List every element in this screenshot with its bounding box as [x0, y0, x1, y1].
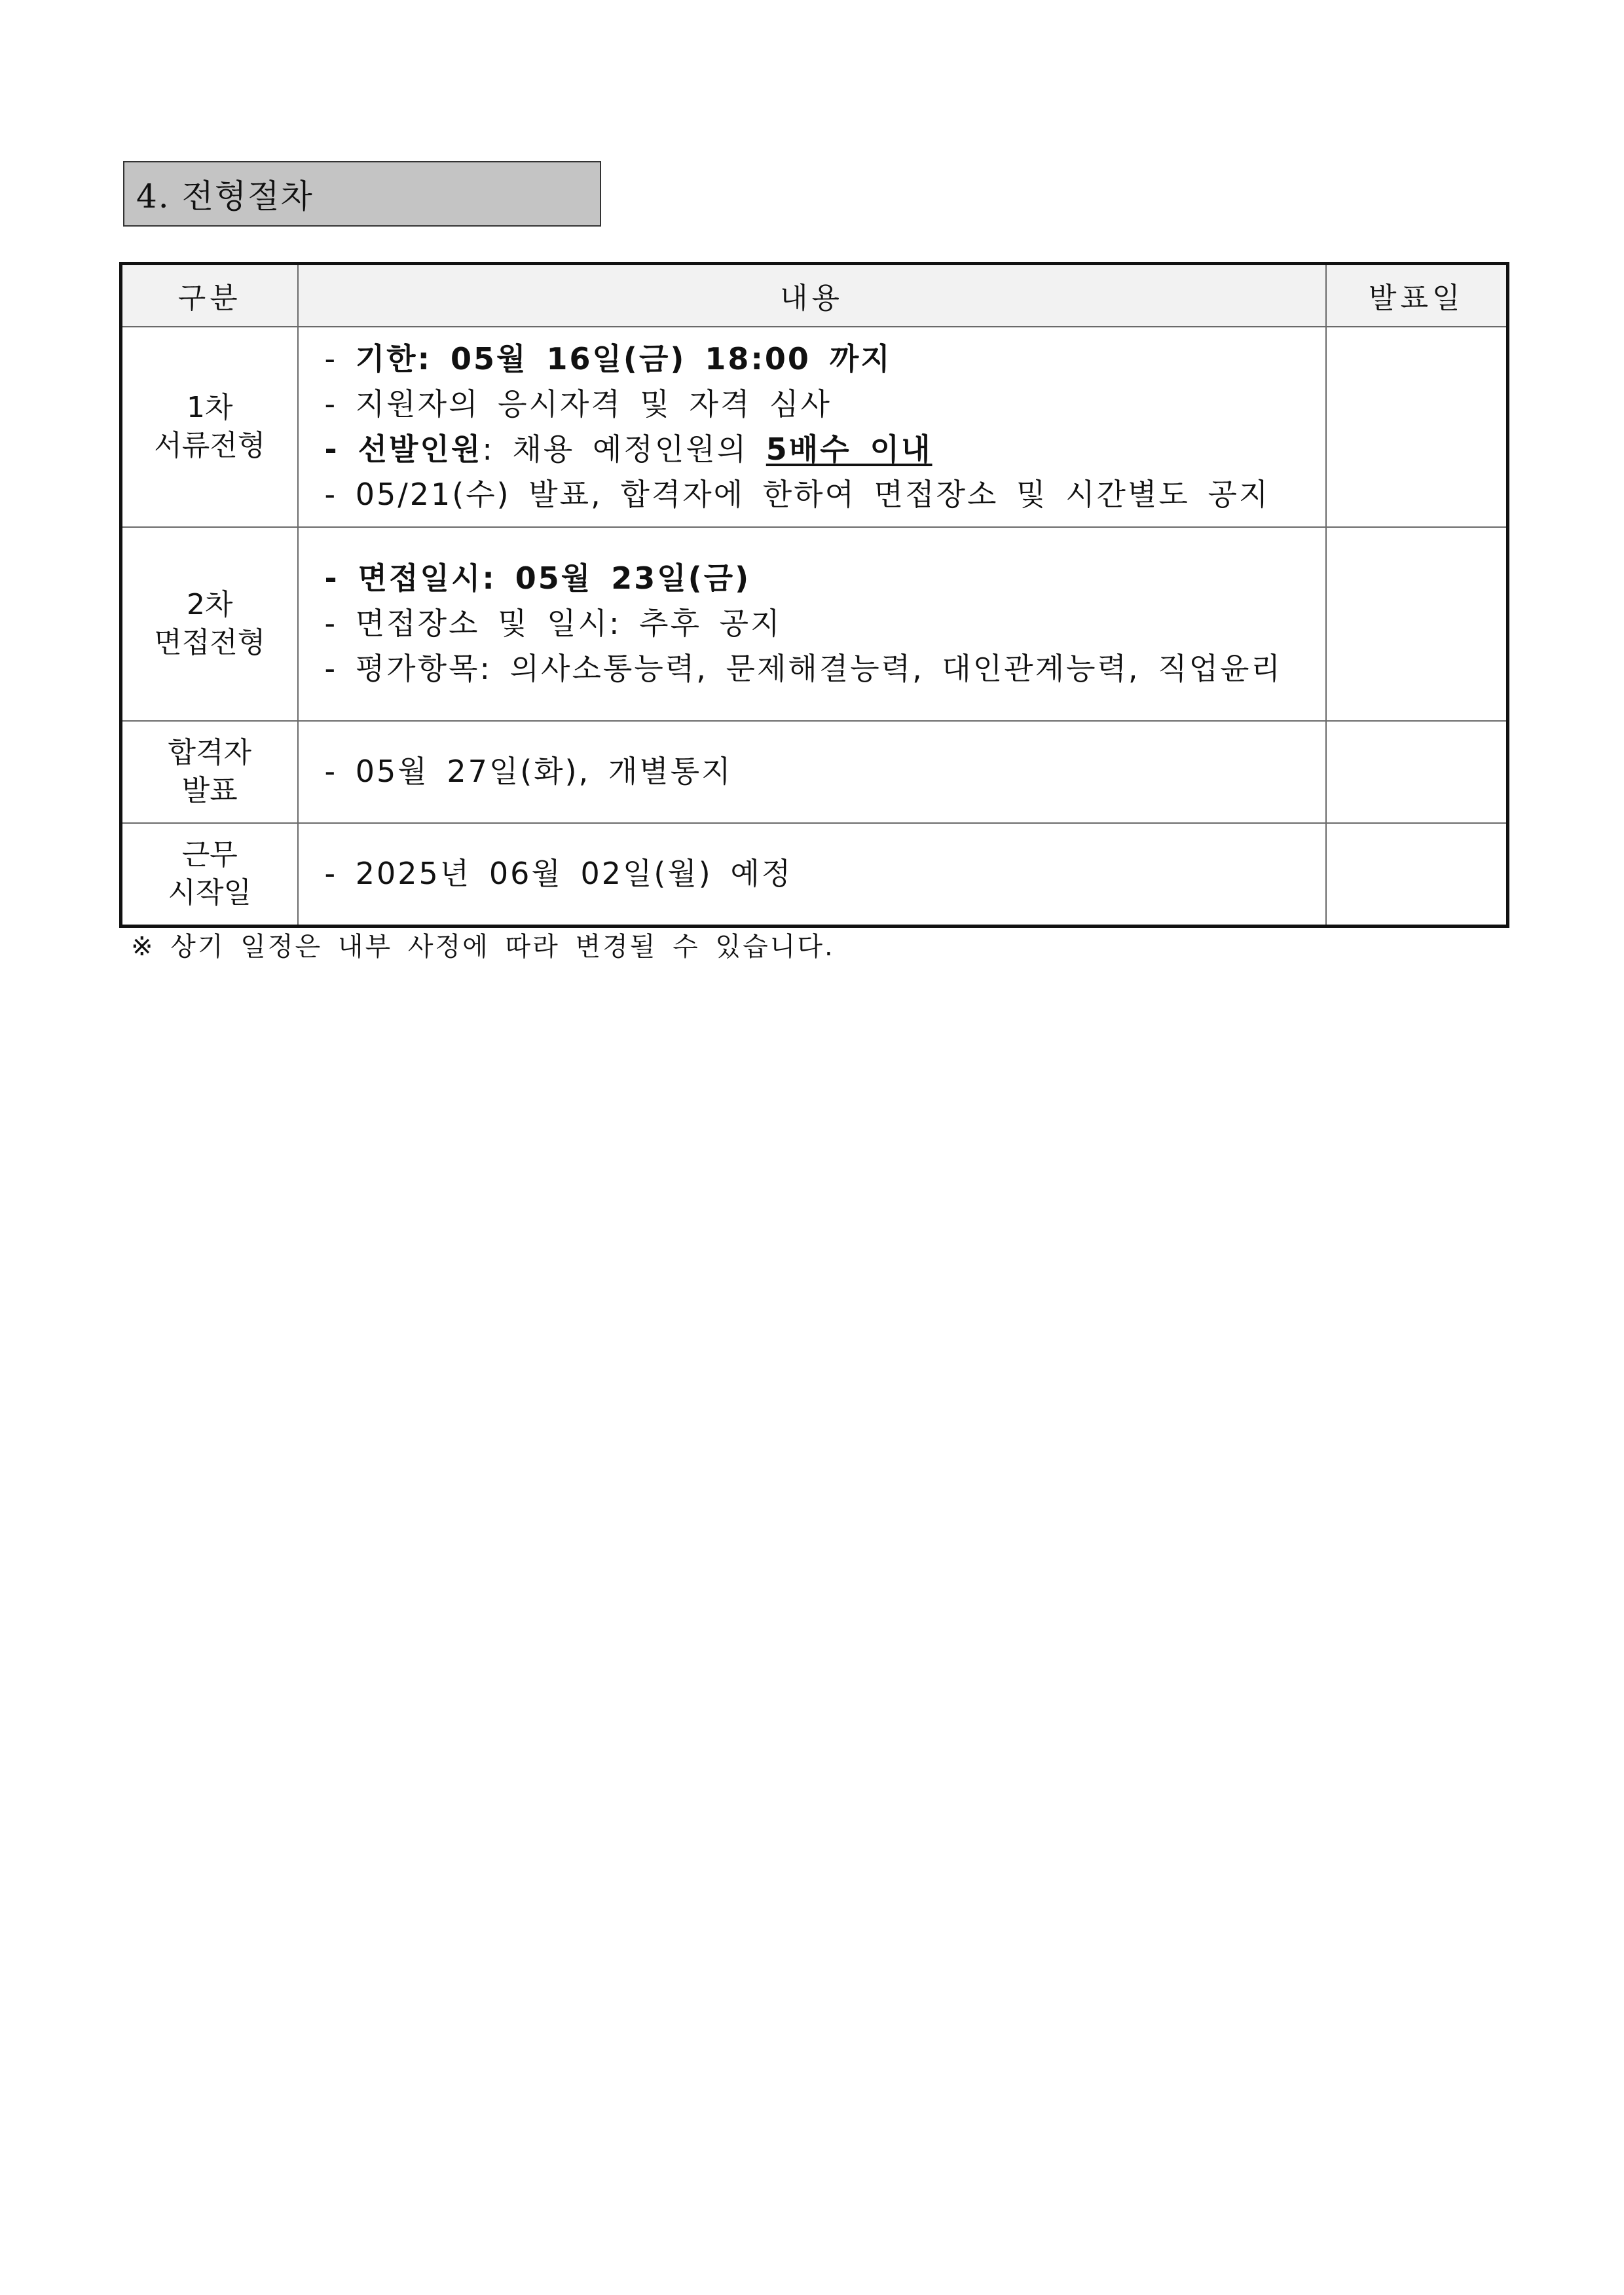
interview-place-text: 면접장소 및 일시: 추후 공지 [355, 606, 782, 641]
row-category-line: 합격자 [168, 735, 251, 769]
section-title: 4. 전형절차 [123, 161, 601, 227]
announcement-text: 05/21(수) 발표, 합격자에 한하여 면접장소 및 시간별도 공지 [355, 476, 1270, 512]
schedule-change-note: ※ 상기 일정은 내부 사정에 따라 변경될 수 있습니다. [131, 932, 835, 962]
interview-date-text: 면접일시: 05월 23일(금) [358, 560, 751, 596]
result-text: 05월 27일(화), 개별통지 [355, 754, 733, 789]
dash: - [324, 431, 358, 467]
content-line-result [325, 749, 1325, 794]
deadline-text: 기한: 05월 16일(금) 18:00 까지 [355, 340, 892, 376]
row-content [298, 327, 1326, 527]
row-category-line: 2차 [187, 587, 233, 621]
table-header-row [121, 264, 1508, 327]
evaluation-text: 평가항목: 의사소통능력, 문제해결능력, 대인관계능력, 직업윤리 [355, 651, 1282, 686]
row-content [298, 721, 1326, 823]
content-line-interview-place [325, 601, 1325, 646]
dash: - [324, 340, 356, 376]
content-line-start-date [325, 851, 1325, 896]
start-date-text: 2025년 06월 02일(월) 예정 [355, 856, 793, 892]
content-line-deadline [325, 337, 1325, 382]
row-category [121, 527, 298, 721]
table-row-start-date [121, 823, 1508, 927]
selection-procedure-table [119, 262, 1509, 928]
row-category-line: 서류전형 [154, 428, 266, 462]
table-row-document-screening [121, 327, 1508, 527]
row-category-line: 면접전형 [154, 625, 266, 659]
row-date [1326, 823, 1508, 927]
content-line-announcement [325, 472, 1325, 517]
header-date: 발표일 [1326, 264, 1508, 327]
content-line-qualification [325, 382, 1325, 427]
row-date [1326, 327, 1508, 527]
dash: - [324, 651, 356, 686]
dash: - [324, 606, 356, 641]
row-category [121, 721, 298, 823]
row-category [121, 823, 298, 927]
dash: - [324, 560, 358, 596]
header-content: 내용 [298, 264, 1326, 327]
content-line-interview-date [325, 556, 1325, 601]
row-content [298, 527, 1326, 721]
content-line-evaluation [325, 646, 1325, 691]
content-line-selection-count [325, 427, 1325, 472]
selection-text: : 채용 예정인원의 [482, 431, 766, 467]
table-row-result [121, 721, 1508, 823]
row-date [1326, 721, 1508, 823]
selection-multiple: 5배수 이내 [766, 431, 932, 467]
selection-label: 선발인원 [358, 431, 483, 467]
row-category-line: 시작일 [168, 875, 251, 909]
dash: - [324, 754, 356, 789]
qualification-text: 지원자의 응시자격 및 자격 심사 [355, 386, 832, 422]
row-category-line: 발표 [181, 773, 238, 807]
row-date [1326, 527, 1508, 721]
table-row-interview [121, 527, 1508, 721]
header-category: 구분 [121, 264, 298, 327]
dash: - [324, 856, 356, 892]
row-category [121, 327, 298, 527]
row-content [298, 823, 1326, 927]
row-category-line: 1차 [187, 390, 233, 424]
dash: - [324, 476, 356, 512]
row-category-line: 근무 [181, 837, 238, 872]
dash: - [324, 386, 356, 422]
